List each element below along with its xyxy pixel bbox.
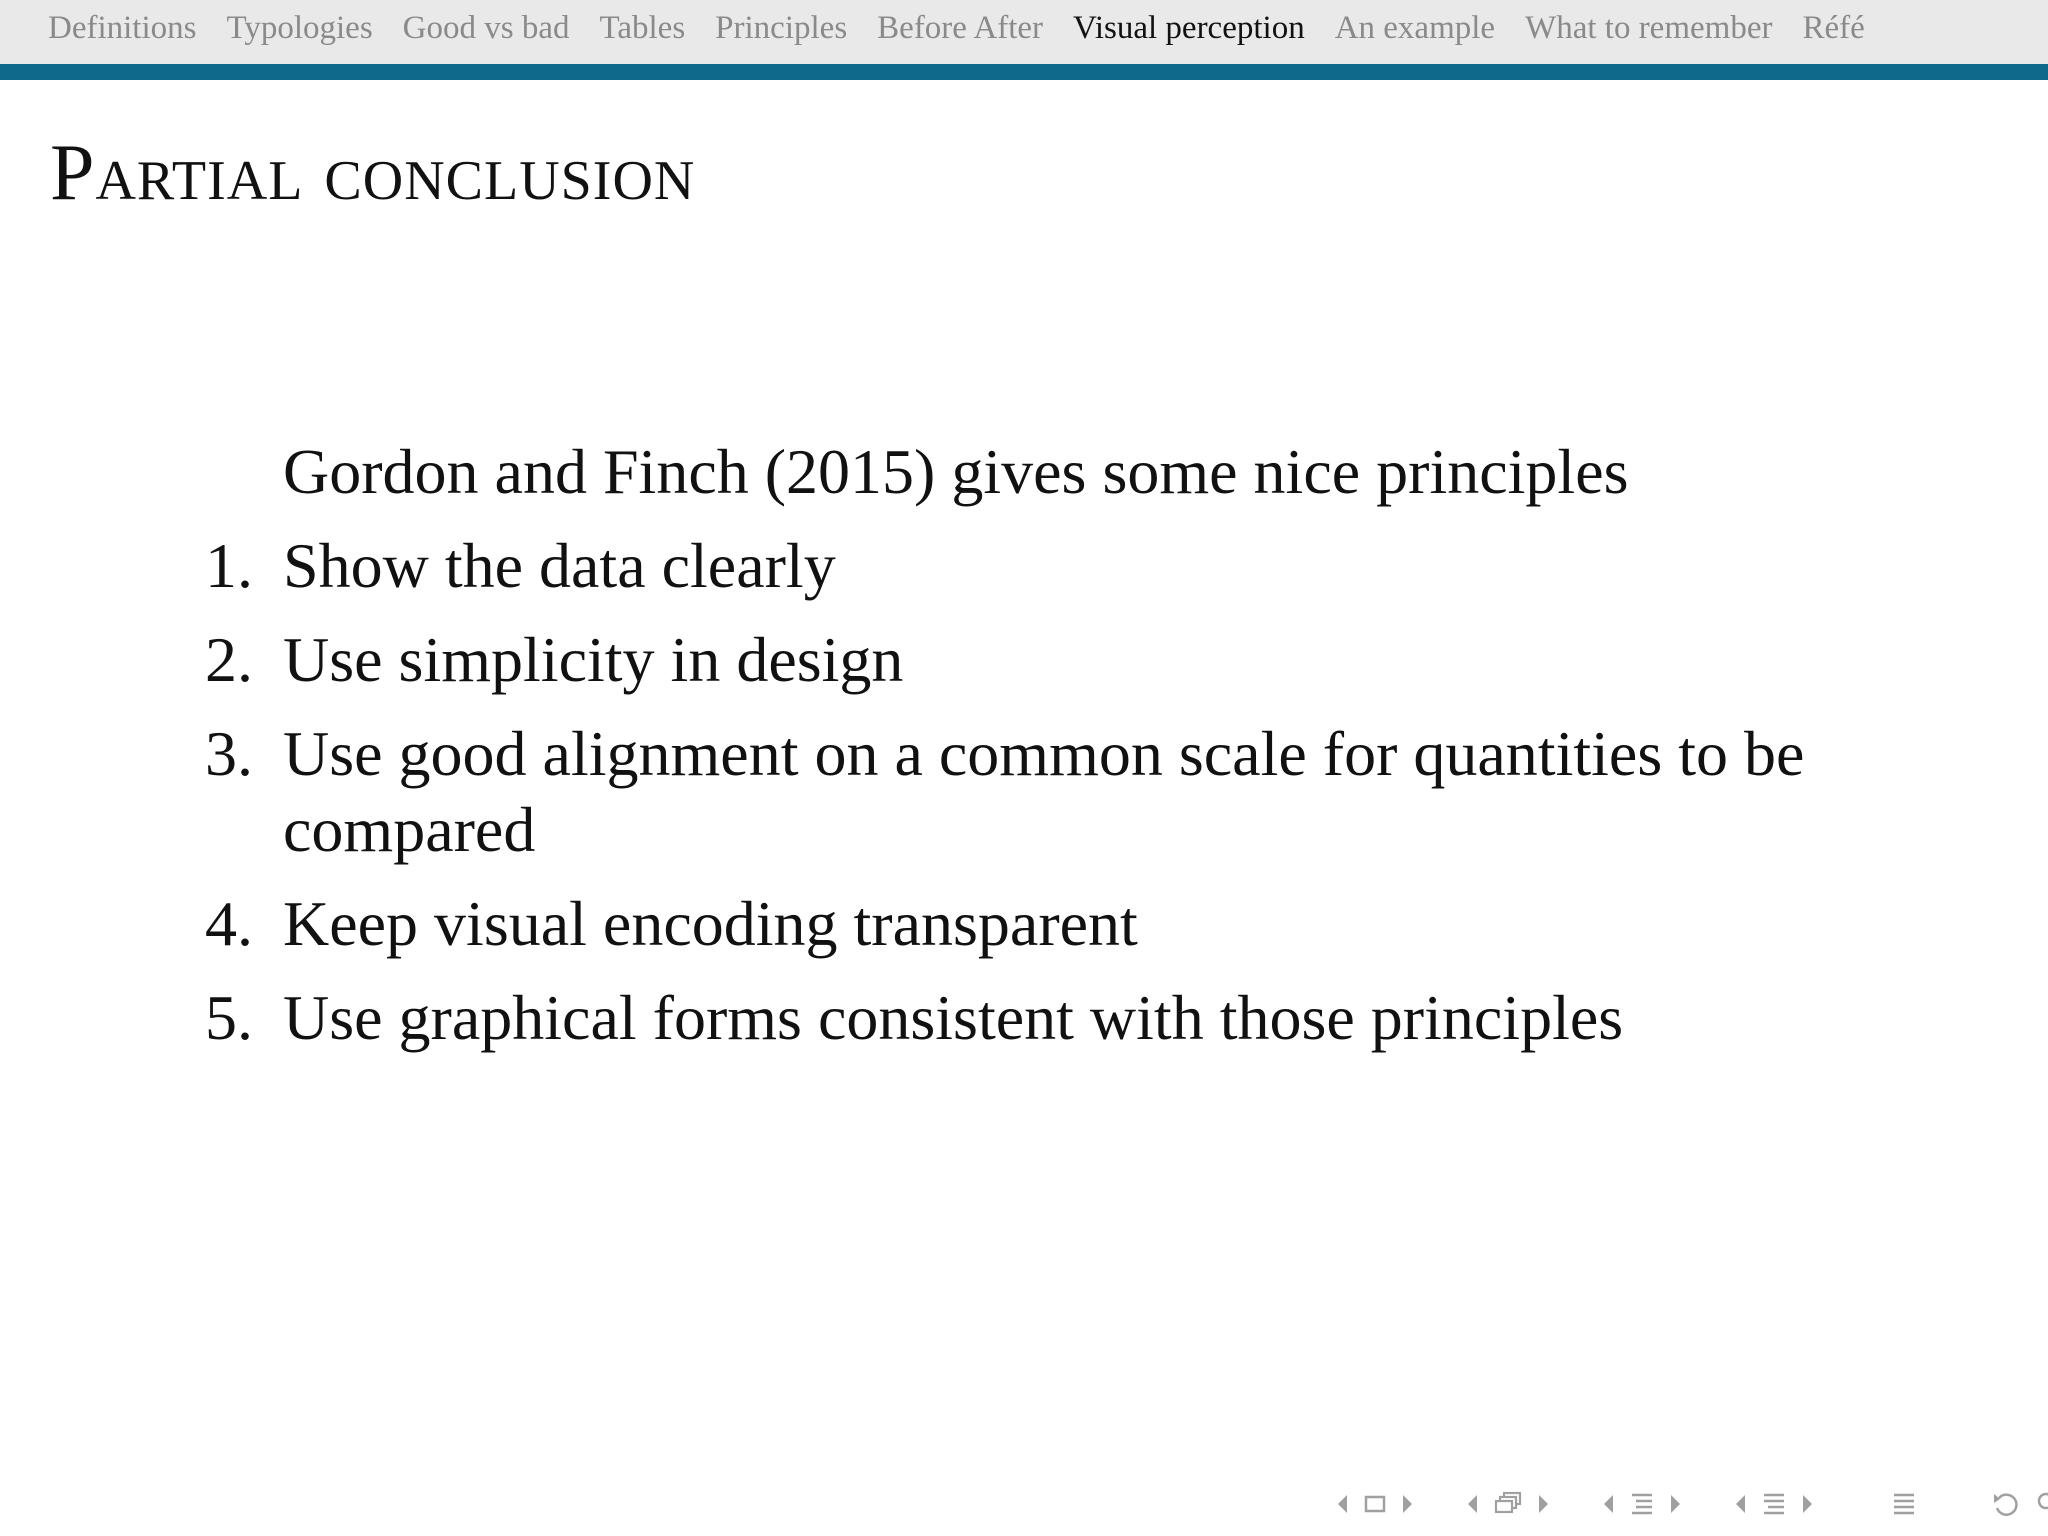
list-item-text: Use graphical forms consistent with those principles <box>283 982 1624 1053</box>
beamer-navigation-controls <box>1335 1490 2048 1518</box>
lead-text: Gordon and Finch (2015) gives some nice principles <box>283 436 1629 507</box>
list-item-text: Use good alignment on a common scale for quantities to be compared <box>283 718 1805 865</box>
list-item-number: 1. <box>205 530 253 601</box>
list-item-number: 3. <box>205 718 253 789</box>
list-item <box>205 622 1955 698</box>
frame-content <box>205 434 1955 1074</box>
section-icon[interactable] <box>1761 1491 1787 1517</box>
nav-item-definitions[interactable]: Definitions <box>48 10 197 46</box>
list-item-text: Show the data clearly <box>283 530 836 601</box>
arrow-right-icon[interactable] <box>1801 1493 1815 1515</box>
list-item-number: 2. <box>205 624 253 695</box>
arrow-left-icon[interactable] <box>1335 1493 1349 1515</box>
slide-icon[interactable] <box>1363 1493 1387 1515</box>
search-icon[interactable] <box>2035 1490 2048 1518</box>
arrow-right-icon[interactable] <box>1537 1493 1551 1515</box>
header-rule <box>0 64 2048 80</box>
nav-item-principles[interactable]: Principles <box>715 10 848 46</box>
arrow-right-icon[interactable] <box>1669 1493 1683 1515</box>
arrow-left-icon[interactable] <box>1733 1493 1747 1515</box>
arrow-left-icon[interactable] <box>1601 1493 1615 1515</box>
list-item-number: 4. <box>205 888 253 959</box>
nav-item-tables[interactable]: Tables <box>599 10 686 46</box>
list-item-text: Keep visual encoding transparent <box>283 888 1138 959</box>
arrow-left-icon[interactable] <box>1465 1493 1479 1515</box>
list-item <box>205 886 1955 962</box>
nav-item-good-vs-bad[interactable]: Good vs bad <box>402 10 570 46</box>
nav-item-typologies[interactable]: Typologies <box>226 10 373 46</box>
nav-item-before-after[interactable]: Before After <box>877 10 1043 46</box>
nav-item-an-example[interactable]: An example <box>1334 10 1496 46</box>
toc-icon[interactable] <box>1891 1491 1917 1517</box>
list-item <box>205 716 1955 868</box>
frame-icon[interactable] <box>1493 1491 1523 1517</box>
subsection-icon[interactable] <box>1629 1491 1655 1517</box>
arrow-right-icon[interactable] <box>1401 1493 1415 1515</box>
list-item-number: 5. <box>205 982 253 1053</box>
frame-title: Partial conclusion <box>50 129 696 217</box>
list-item <box>205 980 1955 1056</box>
nav-item-what-to-remember[interactable]: What to remember <box>1525 10 1773 46</box>
section-navigation-bar <box>0 0 2048 64</box>
undo-icon[interactable] <box>1991 1490 2021 1518</box>
list-item <box>205 528 1955 604</box>
nav-sections <box>48 10 1865 47</box>
list-item-text: Use simplicity in design <box>283 624 904 695</box>
nav-item-visual-perception[interactable]: Visual perception <box>1073 10 1305 46</box>
nav-item-references[interactable]: Réfé <box>1802 10 1865 46</box>
